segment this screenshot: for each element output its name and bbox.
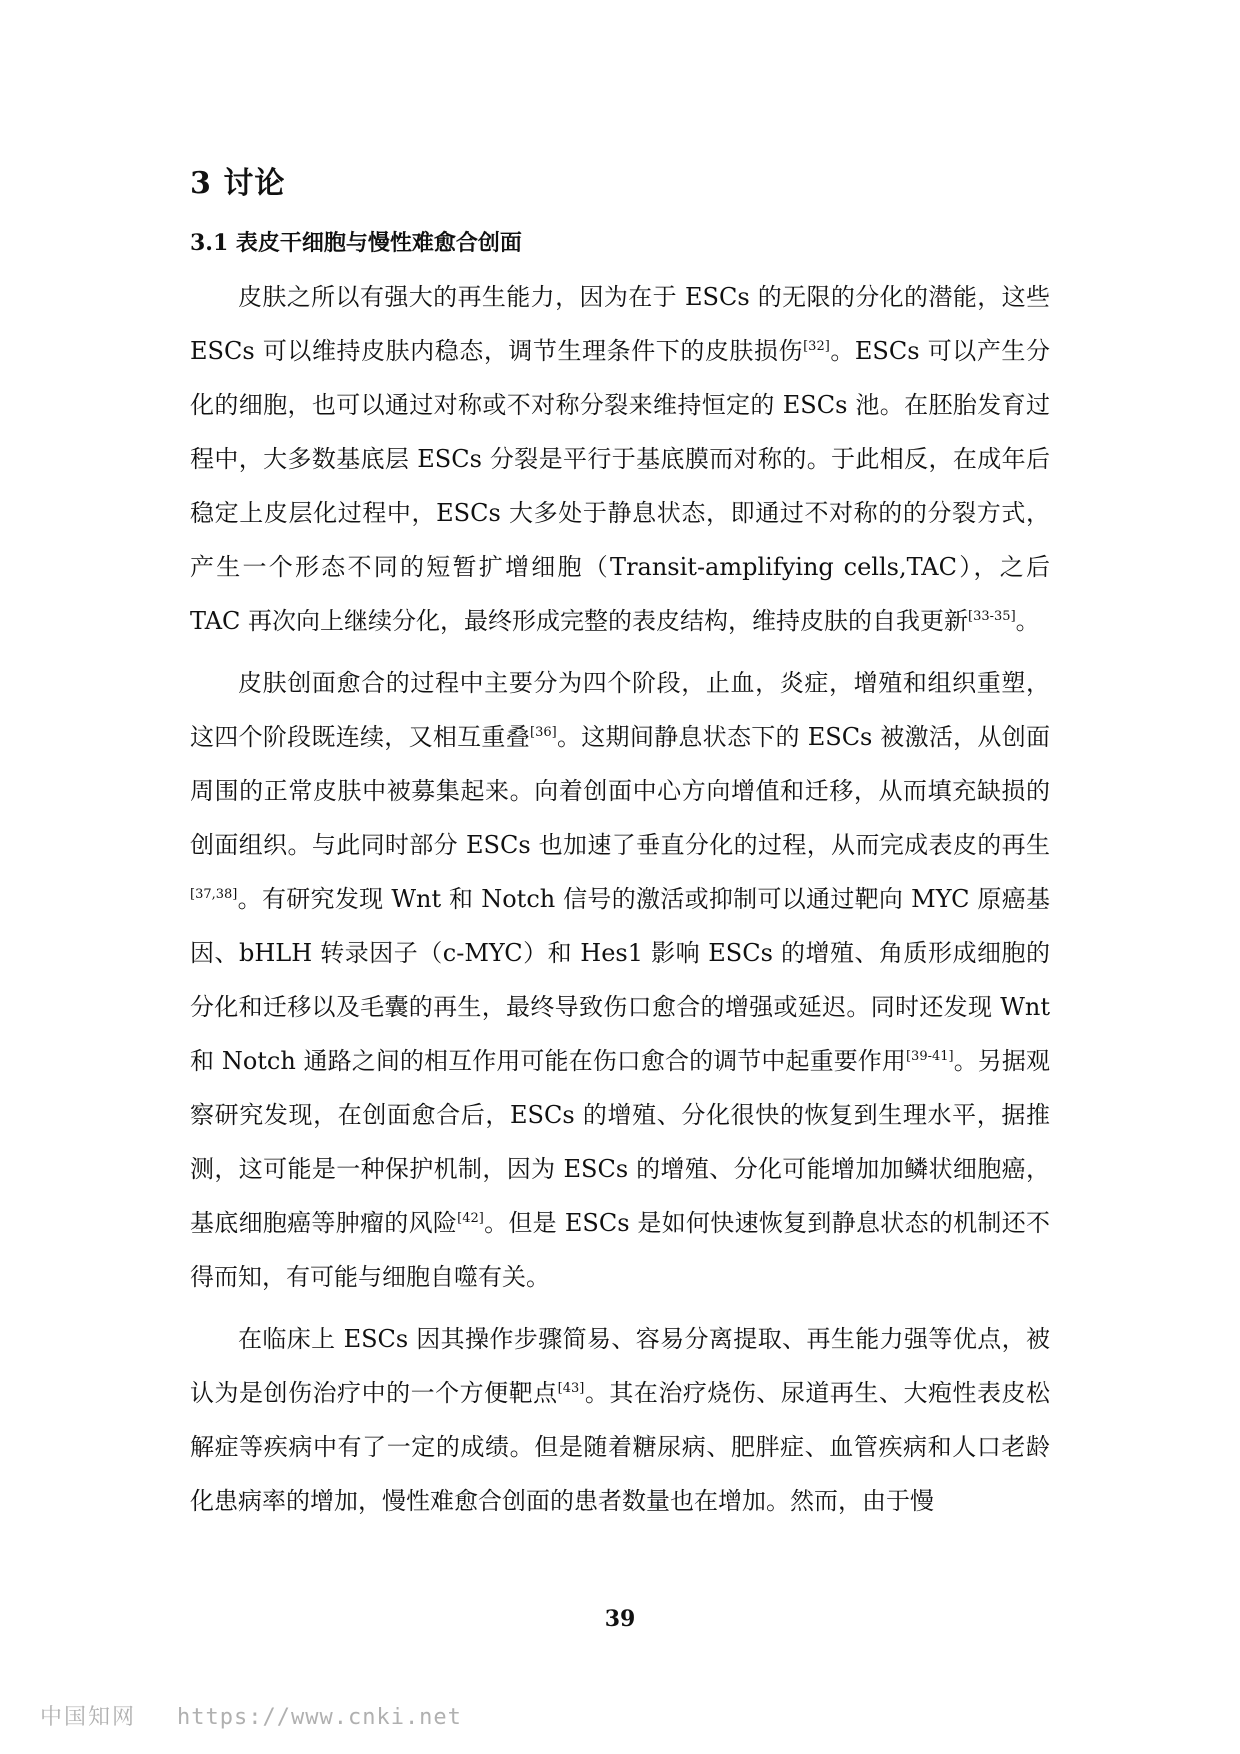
- paragraph-text: 。ESCs 可以产生分化的细胞，也可以通过对称或不对称分裂来维持恒定的 ESCs 池。在胚胎发育过程中，大多数基底层 ESCs 分裂是平行于基底膜而对称的。于此相反，在成年后稳定上皮层化过程中，ESCs 大多处于静息状态，即通过不对称的的分裂方式，产生一个形态不同的短暂扩增细胞（Transit-amplifying cells,TAC），之后 TAC 再次向上继续分化，最终形成完整的表皮结构，维持皮肤的自我更新: [190, 337, 1050, 635]
- paragraph-text: 。其在治疗烧伤、尿道再生、大疱性表皮松解症等疾病中有了一定的成绩。但是随着糖尿病、肥胖症、血管疾病和人口老龄化患病率的增加，慢性难愈合创面的患者数量也在增加。然而，由于慢: [190, 1379, 1051, 1515]
- paragraph-text: 。这期间静息状态下的 ESCs 被激活，从创面周围的正常皮肤中被募集起来。向着创面中心方向增值和迁移，从而填充缺损的创面组织。与此同时部分 ESCs 也加速了垂直分化的过程，从而完成表皮的再生: [190, 723, 1051, 859]
- paragraph-text: 在临床上 ESCs 因其操作步骤简易、容易分离提取、再生能力强等优点，被认为是创伤治疗中的一个方便靶点: [190, 1325, 1050, 1407]
- citation-ref: [32]: [803, 339, 830, 354]
- cnki-url[interactable]: https://www.cnki.net: [177, 1705, 462, 1730]
- paragraph-text: 。另据观察研究发现，在创面愈合后，ESCs 的增殖、分化很快的恢复到生理水平，据推测，这可能是一种保护机制，因为 ESCs 的增殖、分化可能增加加鳞状细胞癌，基底细胞癌等肿瘤的风险: [190, 1047, 1050, 1237]
- paragraph-text: 。但是 ESCs 是如何快速恢复到静息状态的机制还不得而知，有可能与细胞自噬有关。: [190, 1209, 1050, 1291]
- paragraph-3: [190, 1312, 1050, 1528]
- paragraph-text: 。: [1015, 607, 1040, 635]
- paragraph-text: 皮肤之所以有强大的再生能力，因为在于 ESCs 的无限的分化的潜能，这些 ESCs 可以维持皮肤内稳态，调节生理条件下的皮肤损伤: [190, 283, 1050, 365]
- footer-watermark: [40, 1700, 462, 1731]
- page-number: 39: [604, 1606, 636, 1632]
- citation-ref: [37,38]: [190, 887, 238, 902]
- paragraph-text: 皮肤创面愈合的过程中主要分为四个阶段，止血，炎症，增殖和组织重塑，这四个阶段既连续，又相互重叠: [190, 669, 1050, 751]
- cnki-logo-text: 中国知网: [40, 1705, 137, 1730]
- paragraph-text: 。有研究发现 Wnt 和 Notch 信号的激活或抑制可以通过靶向 MYC 原癌基因、bHLH 转录因子（c-MYC）和 Hes1 影响 ESCs 的增殖、角质形成细胞的分化和迁移以及毛囊的再生，最终导致伤口愈合的增强或延迟。同时还发现 Wnt 和 Notch 通路之间的相互作用可能在伤口愈合的调节中起重要作用: [190, 885, 1050, 1075]
- body-text: [190, 270, 1050, 1528]
- section-heading: 3 讨论: [190, 166, 286, 201]
- subsection-heading: 3.1 表皮干细胞与慢性难愈合创面: [190, 230, 522, 256]
- citation-ref: [42]: [457, 1211, 484, 1226]
- citation-ref: [33-35]: [968, 609, 1016, 624]
- citation-ref: [43]: [557, 1381, 585, 1396]
- citation-ref: [36]: [530, 725, 557, 740]
- paragraph-2: [190, 656, 1050, 1304]
- paragraph-1: [190, 270, 1050, 648]
- citation-ref: [39-41]: [905, 1049, 954, 1064]
